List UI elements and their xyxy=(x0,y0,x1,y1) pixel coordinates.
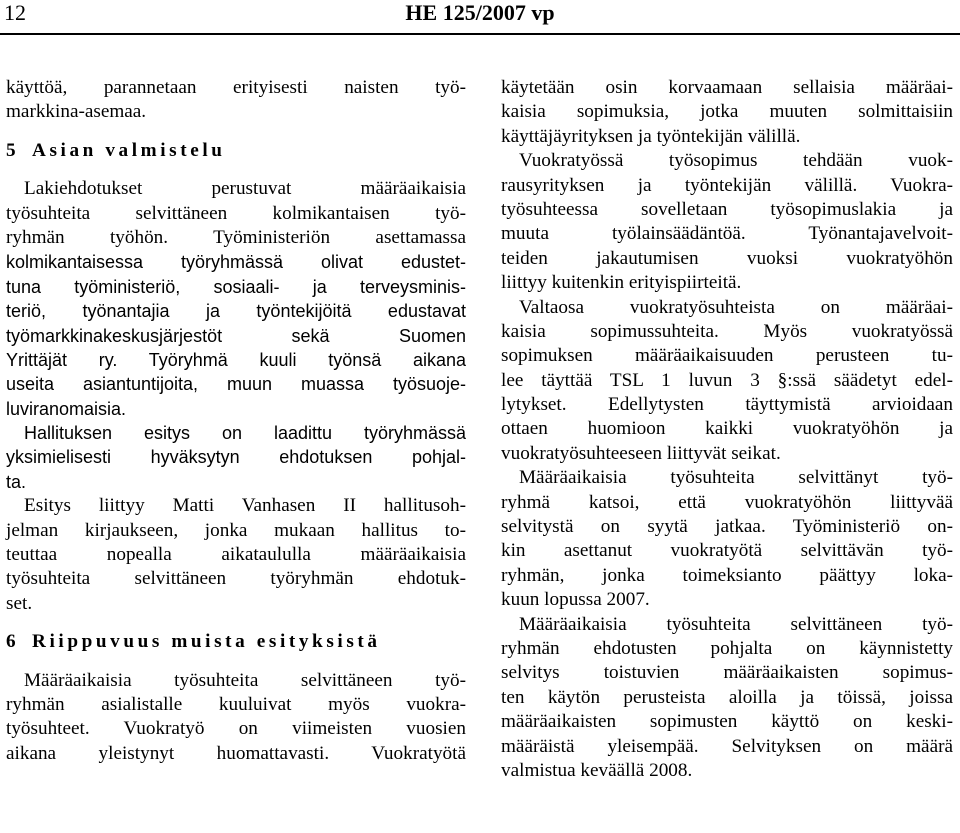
text-line: teuttaa nopealla aikataululla määräaikaisia xyxy=(6,544,466,566)
text-line: useita asiantuntijoita, muun muassa työsuoje- xyxy=(6,374,466,395)
paragraph xyxy=(501,613,953,784)
text-line: rausyrityksen ja työntekijän välillä. Vuokra- xyxy=(501,174,953,196)
text-line: selvitys toistuvien määräaikaisten sopimus- xyxy=(501,662,953,684)
section-heading xyxy=(6,139,466,163)
paragraph xyxy=(6,177,466,421)
text-line: työsuhteessa sovelletaan työsopimuslakia ja xyxy=(501,198,953,220)
text-line: kolmikantaisessa työryhmässä olivat edustet- xyxy=(6,252,466,273)
paragraph xyxy=(501,76,953,149)
text-line: markkina-asemaa. xyxy=(6,101,147,123)
text-line: ottaen huomioon kaikki vuokratyöhön ja xyxy=(501,418,953,440)
text-line: Määräaikaisia työsuhteita selvittänyt työ- xyxy=(519,467,953,489)
text-line: Yrittäjät ry. Työryhmä kuuli työnsä aikana xyxy=(6,349,466,370)
text-line: ta. xyxy=(6,471,27,492)
text-line: ten käytön perusteista aloilla ja töissä, joissa xyxy=(501,686,953,708)
text-line: ryhmän ehdotusten pohjalta on käynnistetty xyxy=(501,637,953,659)
header-rule xyxy=(0,33,960,35)
text-line: yksimielisesti hyväksytyn ehdotuksen pohjal- xyxy=(6,447,466,468)
text-line: muuta työlainsäädäntöä. Työnantajavelvoit- xyxy=(501,223,953,245)
paragraph xyxy=(501,296,953,467)
text-line: kaisia sopimuksia, jotka muuten solmittaisiin xyxy=(501,101,953,123)
document-id: HE 125/2007 vp xyxy=(405,0,555,25)
text-line: jelman kirjaukseen, jonka mukaan hallitus to- xyxy=(6,519,466,541)
section-title: Asian valmistelu xyxy=(32,139,226,161)
text-line: määräistä yleisempää. Selvityksen on määrä xyxy=(501,735,953,757)
text-line: tuna työministeriö, sosiaali- ja terveysminis- xyxy=(6,276,466,297)
text-line: Lakiehdotukset perustuvat määräaikaisia xyxy=(24,178,466,200)
text-line: selvitystä on syytä jatkaa. Työministeriö on- xyxy=(501,516,953,538)
text-line: ryhmän, jonka toimeksianto päättyy loka- xyxy=(501,564,953,586)
text-line: lytykset. Edellytysten täyttymistä arvioidaan xyxy=(501,394,953,416)
page-header xyxy=(0,0,960,28)
section-title: Riippuvuus muista esityksistä xyxy=(32,631,381,653)
paragraph xyxy=(501,149,953,295)
paragraph xyxy=(6,421,466,494)
section-number: 5 xyxy=(6,139,16,161)
text-line: ryhmä katsoi, että vuokratyöhön liittyvää xyxy=(501,491,953,513)
page-number: 12 xyxy=(4,0,26,25)
text-line: sopimuksen määräaikaisuuden perusteen tu- xyxy=(501,345,953,367)
text-line: ryhmän työhön. Työministeriön asettamassa xyxy=(6,226,466,248)
text-line: Määräaikaisia työsuhteita selvittäneen työ- xyxy=(519,613,953,635)
text-line: aikana yleistynyt huomattavasti. Vuokratyötä xyxy=(6,742,466,764)
text-line: Hallituksen esitys on laadittu työryhmässä xyxy=(24,423,466,444)
text-line: Valtaosa vuokratyösuhteista on määräai- xyxy=(519,296,953,318)
text-line: Vuokratyössä työsopimus tehdään vuok- xyxy=(519,150,953,172)
text-line: Esitys liittyy Matti Vanhasen II hallitusoh- xyxy=(24,495,466,517)
text-line: lee täyttää TSL 1 luvun 3 §:ssä säädetyt edel- xyxy=(501,369,953,391)
right-column xyxy=(501,76,953,783)
text-line: Määräaikaisia työsuhteita selvittäneen työ- xyxy=(24,669,466,691)
text-line: luviranomaisia. xyxy=(6,398,127,419)
text-line: käytetään osin korvaamaan sellaisia määräai- xyxy=(501,77,953,98)
text-line: valmistua keväällä 2008. xyxy=(501,759,693,781)
paragraph xyxy=(6,494,466,616)
text-line: ryhmän asialistalle kuuluivat myös vuokra- xyxy=(6,693,466,715)
text-line: teriö, työnantajia ja työntekijöitä edustavat xyxy=(6,301,466,322)
section-heading xyxy=(6,630,466,654)
text-line: kuun lopussa 2007. xyxy=(501,589,650,611)
text-line: set. xyxy=(6,592,33,614)
text-line: kin asettanut vuokratyötä selvittävän työ- xyxy=(501,540,953,562)
paragraph xyxy=(6,76,466,125)
paragraph xyxy=(6,669,466,767)
text-line: kaisia sopimussuhteita. Myös vuokratyössä xyxy=(501,320,953,342)
section-number: 6 xyxy=(6,631,16,653)
left-column xyxy=(6,76,466,766)
text-line: työsuhteet. Vuokratyö on viimeisten vuosien xyxy=(6,718,466,740)
text-line: vuokratyösuhteeseen liittyvät seikat. xyxy=(501,442,781,464)
text-line: määräaikaisten sopimusten käyttö on keski- xyxy=(501,711,953,733)
text-line: työsuhteita selvittäneen työryhmän ehdotuk- xyxy=(6,568,466,590)
text-line: teiden jakautumisen vuoksi vuokratyöhön xyxy=(501,247,953,269)
text-line: käyttäjäyrityksen ja työntekijän välillä. xyxy=(501,125,801,147)
text-line: liittyy kuitenkin erityispiirteitä. xyxy=(501,272,742,294)
text-line: työmarkkinakeskusjärjestöt sekä Suomen xyxy=(6,325,466,346)
text-line: käyttöä, parannetaan erityisesti naisten työ- xyxy=(6,77,466,98)
text-line: työsuhteita selvittäneen kolmikantaisen työ- xyxy=(6,202,466,224)
paragraph xyxy=(501,466,953,612)
